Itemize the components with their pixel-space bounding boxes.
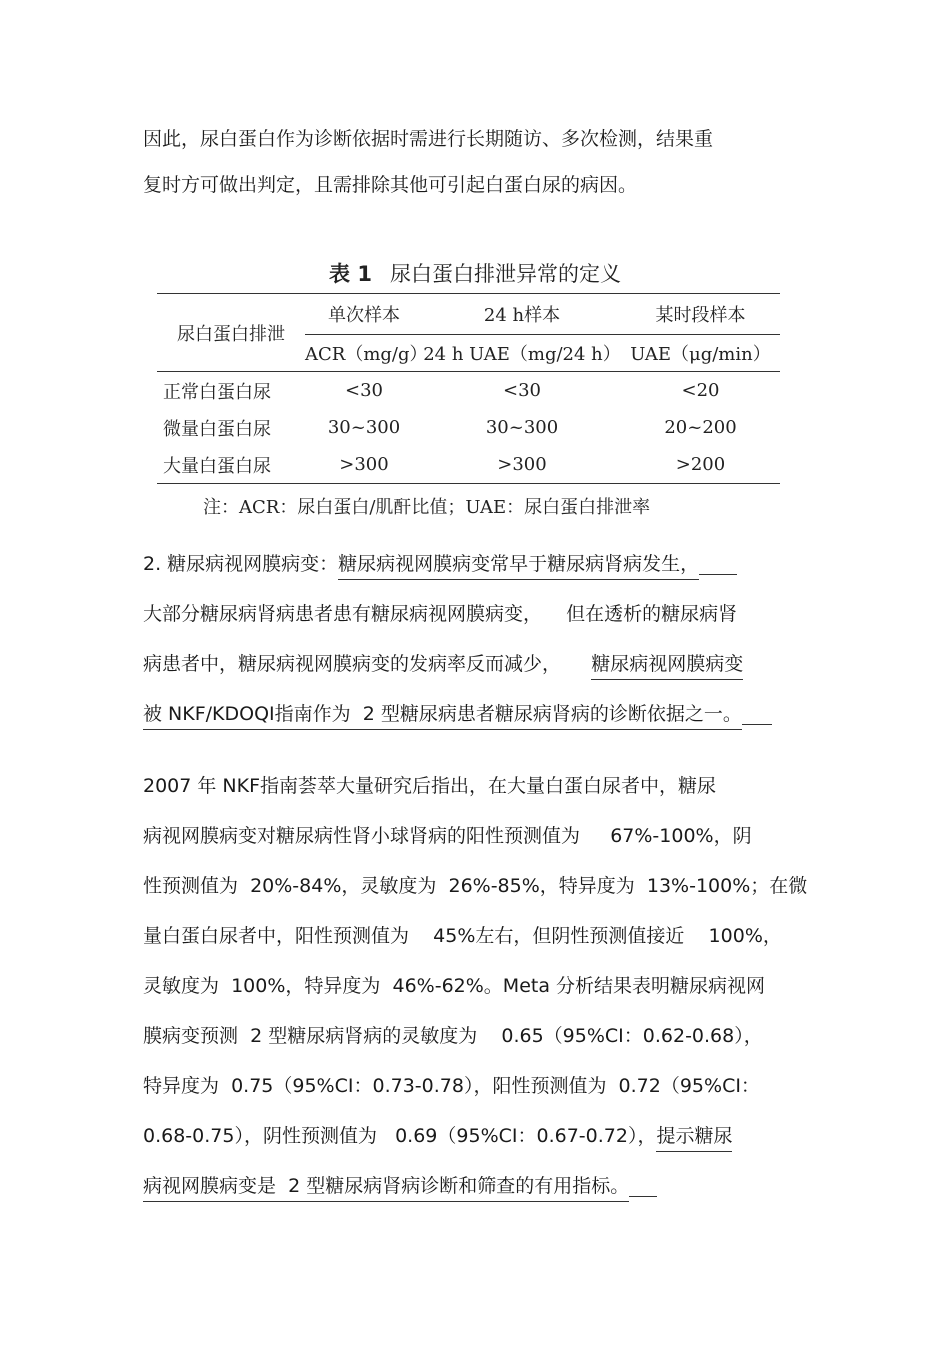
paragraph-line: 量白蛋白尿者中，阳性预测值为 45%左右，但阴性预测值接近 100%， [143,925,782,947]
albuminuria-table [157,293,780,484]
table-cell: 30~300 [327,417,401,438]
group-header: 24 h样本 [423,294,621,335]
table-number: 表 1 [329,262,372,286]
table-cell: >200 [675,454,726,475]
underline-extension [629,1195,657,1197]
intro-line-1: 因此，尿白蛋白作为诊断依据时需进行长期随访、多次检测，结果重 [143,128,714,150]
paragraph-line: 病视网膜病变对糖尿病性肾小球肾病的阳性预测值为 67%-100%，阴 [143,825,752,847]
table-row [157,372,780,410]
group-header: 某时段样本 [621,294,780,335]
table-title: 尿白蛋白排泄异常的定义 [389,262,621,286]
meta-analysis-paragraph [143,773,813,1223]
unit-header: UAE（μg/min） [630,344,771,365]
paragraph-line: 灵敏度为 100%，特异度为 46%-62%。Meta 分析结果表明糖尿病视网 [143,975,766,997]
unit-header: 24 h UAE（mg/24 h） [423,344,621,365]
underline-extension [699,573,737,575]
row-label: 大量白蛋白尿 [163,455,271,477]
paragraph-line: 性预测值为 20%-84%，灵敏度为 26%-85%，特异度为 13%-100%；在微 [143,875,808,897]
underlined-text: 被 NKF/KDOQI指南作为 2 型糖尿病患者糖尿病肾病的诊断依据之一。 [143,703,742,730]
group-header: 单次样本 [305,294,423,335]
table-row-header: 尿白蛋白排泄 [177,323,285,345]
table-cell: <20 [681,380,720,401]
underlined-text: 病视网膜病变是 2 型糖尿病肾病诊断和筛查的有用指标。 [143,1175,629,1202]
unit-header: ACR（mg/g） [305,344,428,365]
table-row [157,446,780,484]
table-cell: <30 [503,380,541,401]
paragraph-line: 2007 年 NKF指南荟萃大量研究后指出，在大量白蛋白尿者中，糖尿 [143,775,717,797]
row-label: 正常白蛋白尿 [163,381,271,403]
section-2-paragraph [143,551,813,751]
table-caption [0,258,950,288]
intro-line-2: 复时方可做出判定，且需排除其他可引起白蛋白尿的病因。 [143,174,638,196]
table-cell: 20~200 [664,417,737,438]
table-note: 注：ACR：尿白蛋白/肌酐比值；UAE：尿白蛋白排泄率 [203,497,651,518]
underline-extension [742,723,772,725]
table-cell: <30 [345,380,383,401]
intro-paragraph [143,126,813,218]
section-2-line-2: 大部分糖尿病肾病患者患有糖尿病视网膜病变， 但在透析的糖尿病肾 [143,603,738,625]
table-cell: 30~300 [485,417,559,438]
section-2-line-4 [143,701,813,751]
underlined-text: 糖尿病视网膜病变 [591,653,743,680]
paragraph-line [143,1173,813,1223]
section-2-heading: 2. 糖尿病视网膜病变： [143,553,339,575]
table-row [157,409,780,446]
table-cell: >300 [339,454,389,475]
section-2-line-1 [143,551,813,601]
paragraph-line [143,1123,813,1173]
underlined-text: 提示糖尿 [656,1125,732,1152]
row-label: 微量白蛋白尿 [163,418,271,440]
table-cell: >300 [497,454,547,475]
paragraph-line: 膜病变预测 2 型糖尿病肾病的灵敏度为 0.65（95%CI：0.62-0.68）， [143,1025,763,1047]
paragraph-text: 0.68-0.75），阴性预测值为 0.69（95%CI：0.67-0.72）， [143,1125,657,1147]
section-2-text: 病患者中，糖尿病视网膜病变的发病率反而减少， [143,653,592,675]
section-2-line-3 [143,651,813,701]
underlined-text: 糖尿病视网膜病变常早于糖尿病肾病发生， [338,553,699,580]
paragraph-line: 特异度为 0.75（95%CI：0.73-0.78），阳性预测值为 0.72（95%CI： [143,1075,760,1097]
